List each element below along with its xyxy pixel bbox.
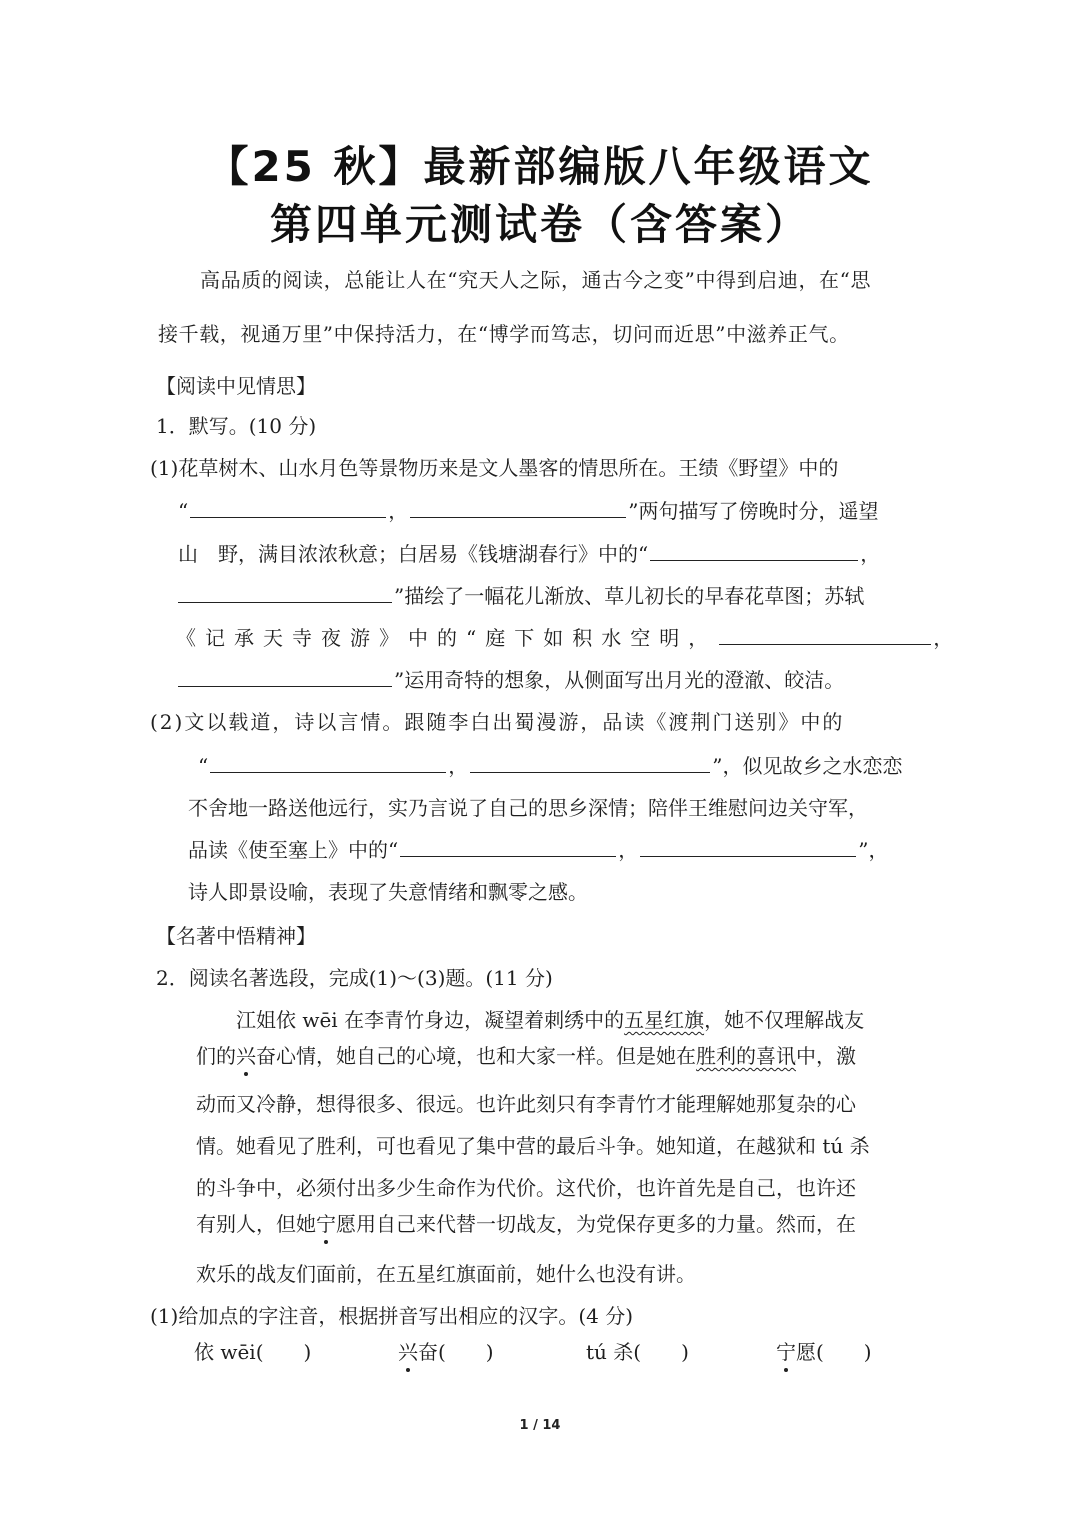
comma: ， xyxy=(388,499,409,523)
passage-line-1 xyxy=(236,1004,864,1033)
q1-part1-line2 xyxy=(178,495,878,524)
line-tail: ”两句描写了傍晚时分，遥望 xyxy=(628,499,879,523)
q1-part2-line1: (2)文以载道，诗以言情。跟随李白出蜀漫游，品读《渡荆门送别》中的 xyxy=(150,710,845,734)
dotted-char: 宁 xyxy=(776,1336,796,1365)
question-2-title: 2．阅读名著选段，完成(1)～(3)题。(11 分) xyxy=(156,966,553,990)
quote-open: “ xyxy=(178,499,189,523)
page-number: 1 / 14 xyxy=(519,1418,561,1433)
answer-blank-1[interactable] xyxy=(190,499,386,518)
q1-part1-line4 xyxy=(176,580,864,609)
answer-blank-8[interactable] xyxy=(470,754,710,773)
q1-part2-line3: 不舍地一路送他远行，实乃言说了自己的思乡深情；陪伴王维慰问边关守军， xyxy=(188,796,868,820)
passage-text: 奋心情，她自己的心境，也和大家一样。但是她在 xyxy=(256,1044,696,1068)
passage-text: 中，激 xyxy=(796,1044,856,1068)
section-heading-classics: 【名著中悟精神】 xyxy=(156,924,316,948)
passage-text: 有别人，但她 xyxy=(196,1212,316,1236)
document-title-line1: 【25 秋】最新部编版八年级语文 xyxy=(206,142,874,191)
sub-question-1: (1)给加点的字注音，根据拼音写出相应的汉字。(4 分) xyxy=(150,1304,634,1328)
pinyin-item-4[interactable] xyxy=(776,1336,872,1365)
passage-line-6 xyxy=(196,1208,856,1237)
passage-text: 们的 xyxy=(196,1044,236,1068)
q1-part1-line3 xyxy=(178,538,880,567)
item-text: 愿( ) xyxy=(796,1340,872,1364)
comma: ， xyxy=(933,626,954,650)
line-tail: ”，似见故乡之水恋恋 xyxy=(712,754,903,778)
passage-line-5: 的斗争中，必须付出多少生命作为代价。这代价，也许首先是自己，也许还 xyxy=(196,1176,856,1200)
comma: ， xyxy=(448,754,469,778)
line-tail: ”， xyxy=(858,838,889,862)
answer-blank-7[interactable] xyxy=(210,754,446,773)
intro-line-1: 高品质的阅读，总能让人在“究天人之际，通古今之变”中得到启迪，在“思 xyxy=(200,268,872,292)
pinyin-item-2[interactable] xyxy=(398,1336,494,1365)
document-title-line2: 第四单元测试卷（含答案） xyxy=(269,200,810,249)
line-tail: ”运用奇特的想象，从侧面写出月光的澄澈、皎洁。 xyxy=(394,668,845,692)
pinyin-item-1[interactable]: 依 wēi( ) xyxy=(194,1340,312,1364)
passage-text: 江姐依 wēi 在李青竹身边，凝望着刺绣中的 xyxy=(236,1008,625,1032)
passage-line-4: 情。她看见了胜利，可也看见了集中营的最后斗争。她知道，在越狱和 tú 杀 xyxy=(196,1134,870,1158)
answer-blank-4[interactable] xyxy=(178,584,392,603)
dotted-char: 兴 xyxy=(236,1040,256,1069)
wavy-underlined-phrase: 五星红旗 xyxy=(624,1008,705,1032)
passage-text: ，她不仅理解战友 xyxy=(704,1008,865,1032)
q1-part1-line1: (1)花草树木、山水月色等景物历来是文人墨客的情思所在。王绩《野望》中的 xyxy=(150,456,839,480)
intro-line-2: 接千载，视通万里”中保持活力，在“博学而笃志，切问而近思”中滋养正气。 xyxy=(158,322,850,346)
q1-part1-line6 xyxy=(176,664,844,693)
answer-blank-9[interactable] xyxy=(400,838,616,857)
section-heading-reading: 【阅读中见情思】 xyxy=(156,374,316,398)
line-head: 品读《使至塞上》中的“ xyxy=(188,838,399,862)
passage-line-3: 动而又冷静，想得很多、很远。也许此刻只有李青竹才能理解她那复杂的心 xyxy=(196,1092,856,1116)
comma: ， xyxy=(860,542,881,566)
item-text: 奋( ) xyxy=(418,1340,494,1364)
line-head: 山 野，满目浓浓秋意；白居易《钱塘湖春行》中的“ xyxy=(178,542,649,566)
passage-line-2 xyxy=(196,1040,856,1069)
pinyin-item-3[interactable]: tú 杀( ) xyxy=(586,1340,689,1364)
quote-open: “ xyxy=(198,754,209,778)
answer-blank-6[interactable] xyxy=(178,668,392,687)
wavy-underlined-phrase: 胜利的喜讯 xyxy=(696,1044,796,1068)
answer-blank-3[interactable] xyxy=(650,542,858,561)
q1-part2-line4 xyxy=(188,834,888,863)
answer-blank-10[interactable] xyxy=(640,838,856,857)
passage-text: 愿用自己来代替一切战友，为党保存更多的力量。然而，在 xyxy=(336,1212,856,1236)
answer-blank-2[interactable] xyxy=(410,499,626,518)
question-1-title: 1．默写。(10 分) xyxy=(156,414,317,438)
dotted-char: 宁 xyxy=(316,1208,336,1237)
passage-line-7: 欢乐的战友们面前，在五星红旗面前，她什么也没有讲。 xyxy=(196,1262,696,1286)
comma: ， xyxy=(618,838,639,862)
line-head: 《记承天寺夜游》中的“庭下如积水空明， xyxy=(176,626,718,650)
q1-part1-line5 xyxy=(176,622,953,651)
q1-part2-line2 xyxy=(198,750,902,779)
dotted-char: 兴 xyxy=(398,1336,418,1365)
answer-blank-5[interactable] xyxy=(719,626,931,645)
line-tail: ”描绘了一幅花儿渐放、草儿初长的早春花草图；苏轼 xyxy=(394,584,865,608)
q1-part2-line5: 诗人即景设喻，表现了失意情绪和飘零之感。 xyxy=(188,880,588,904)
